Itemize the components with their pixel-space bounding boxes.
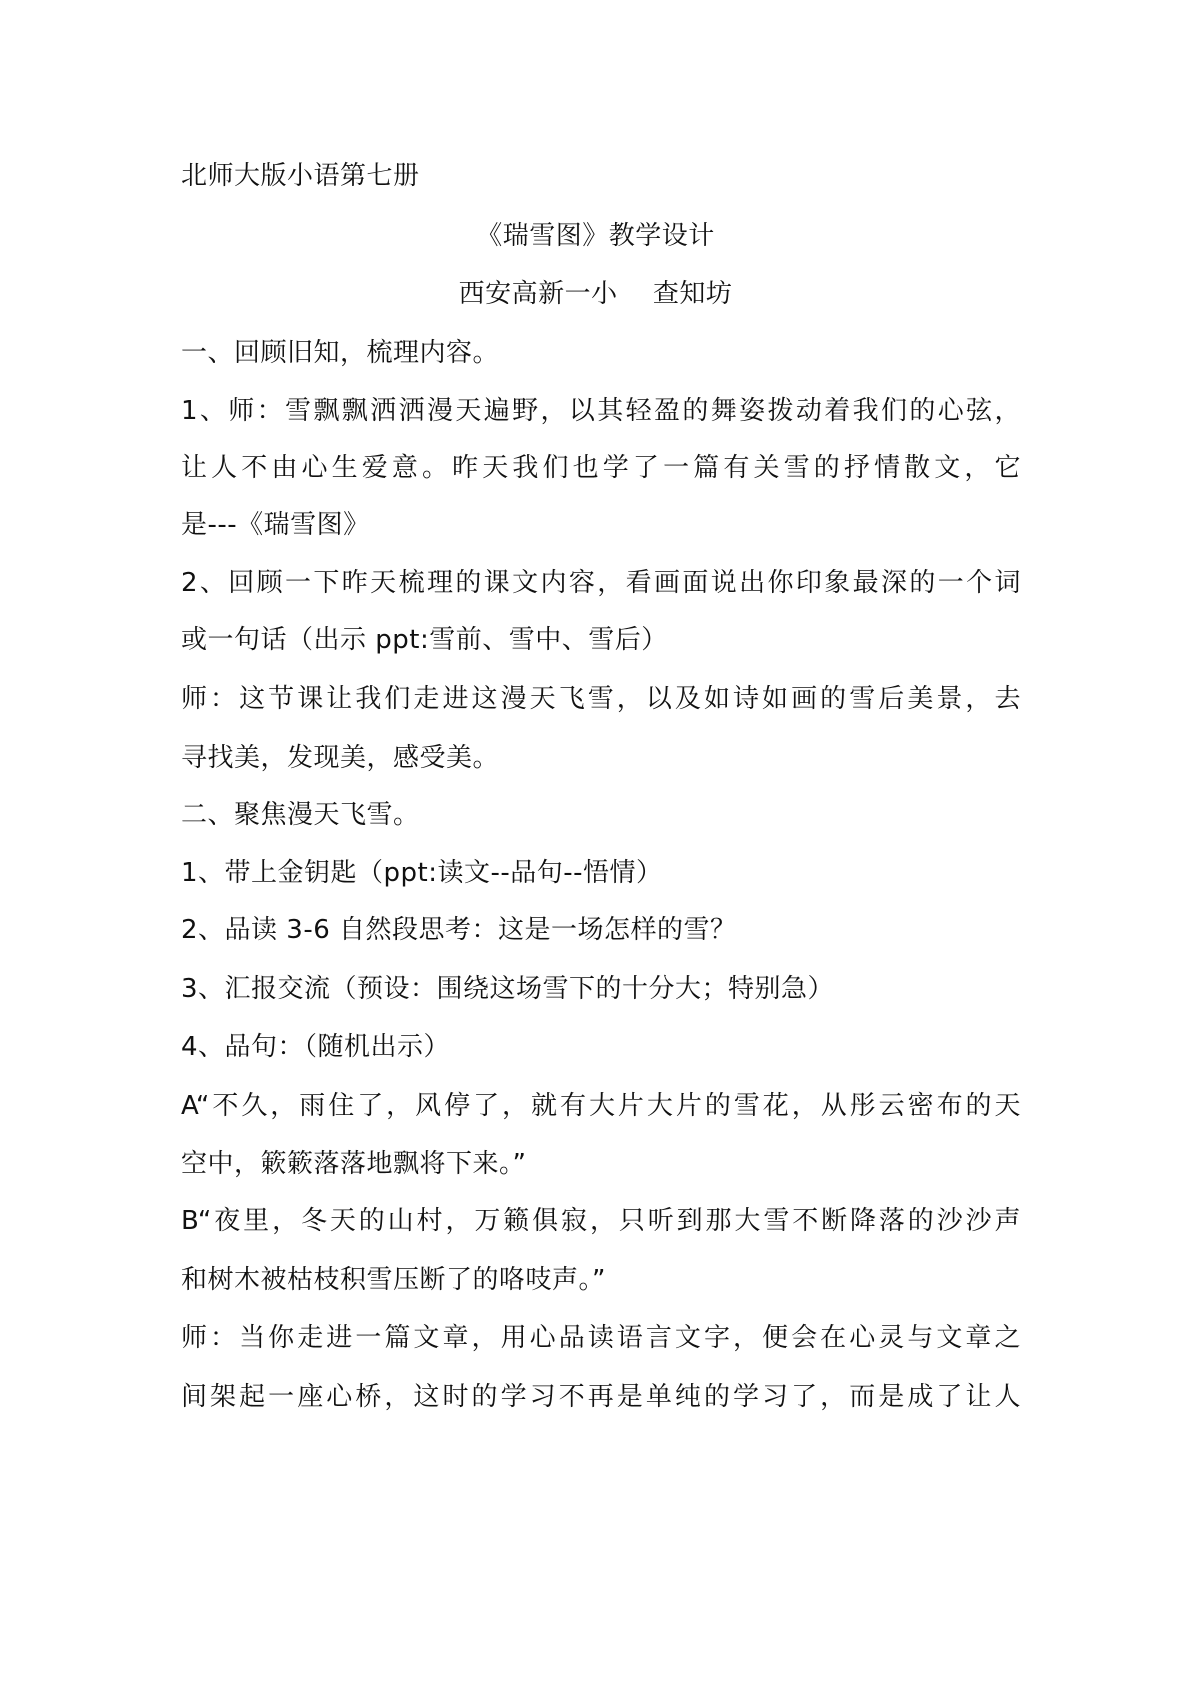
body-line: 让人不由心生爱意。昨天我们也学了一篇有关雪的抒情散文，它	[181, 453, 1021, 483]
document-header: 北师大版小语第七册	[181, 161, 420, 191]
quote-line: A“不久，雨住了，风停了，就有大片大片的雪花，从彤云密布的天	[181, 1091, 1021, 1121]
section-heading-1: 一、回顾旧知，梳理内容。	[181, 338, 500, 368]
document-author: 西安高新一小 查知坊	[458, 279, 733, 309]
body-line: 是---《瑞雪图》	[181, 510, 370, 540]
body-line: 3、汇报交流（预设：围绕这场雪下的十分大；特别急）	[181, 974, 835, 1004]
body-line: 间架起一座心桥，这时的学习不再是单纯的学习了，而是成了让人	[181, 1382, 1021, 1412]
quote-line: 和树木被枯枝积雪压断了的咯吱声。”	[181, 1265, 606, 1295]
body-line: 4、品句：（随机出示）	[181, 1032, 451, 1062]
quote-line: 空中，簌簌落落地飘将下来。”	[181, 1149, 527, 1179]
body-line: 寻找美，发现美，感受美。	[181, 743, 500, 773]
body-line: 或一句话（出示 ppt:雪前、雪中、雪后）	[181, 625, 668, 655]
body-line: 2、品读 3-6 自然段思考：这是一场怎样的雪？	[181, 915, 737, 945]
quote-line: B“夜里，冬天的山村，万籁俱寂，只听到那大雪不断降落的沙沙声	[181, 1206, 1021, 1236]
body-line: 2、回顾一下昨天梳理的课文内容，看画面说出你印象最深的一个词	[181, 568, 1021, 598]
body-line: 师：当你走进一篇文章，用心品读语言文字，便会在心灵与文章之	[181, 1323, 1021, 1353]
document-title: 《瑞雪图》教学设计	[476, 221, 715, 251]
section-heading-2: 二、聚焦漫天飞雪。	[181, 800, 420, 830]
body-line: 师：这节课让我们走进这漫天飞雪，以及如诗如画的雪后美景，去	[181, 684, 1021, 714]
body-line: 1、师：雪飘飘洒洒漫天遍野，以其轻盈的舞姿拨动着我们的心弦，	[181, 396, 1021, 426]
body-line: 1、带上金钥匙（ppt:读文--品句--悟情）	[181, 858, 663, 888]
